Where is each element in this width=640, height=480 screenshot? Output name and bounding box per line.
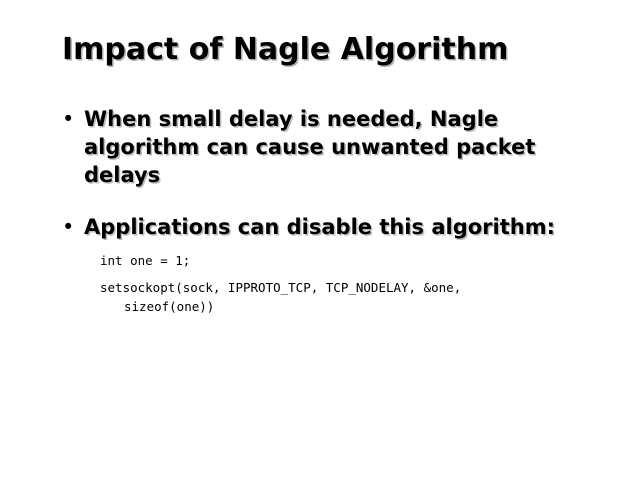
bullet-list [62, 105, 592, 316]
page-title: Impact of Nagle Algorithm [62, 32, 509, 67]
list-item [62, 105, 592, 189]
code-block [100, 251, 592, 316]
bullet-icon: • [62, 215, 75, 239]
list-item [62, 213, 592, 241]
code-spacer [100, 270, 592, 278]
code-line: setsockopt(sock, IPPROTO_TCP, TCP_NODELAY, &one, [100, 280, 462, 295]
code-line: int one = 1; [100, 253, 191, 268]
list-spacer [62, 195, 592, 213]
list-item-label: Applications can disable this algorithm: [84, 215, 555, 239]
list-item-label: When small delay is needed, Nagle algorithm can cause unwanted packet delays [84, 107, 536, 187]
bullet-icon: • [62, 107, 75, 131]
code-line: sizeof(one)) [124, 299, 215, 314]
